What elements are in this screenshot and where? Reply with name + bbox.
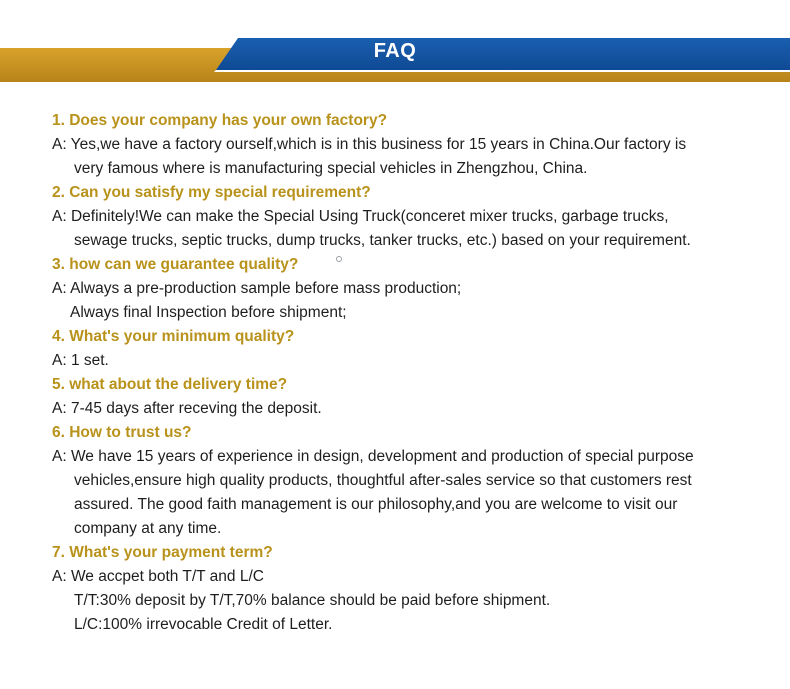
answer-line: very famous where is manufacturing special vehicles in Zhengzhou, China. bbox=[74, 160, 588, 177]
faq-list bbox=[52, 109, 772, 637]
answer-line: A: Yes,we have a factory ourself,which is in this business for 15 years in China.Our factory is bbox=[52, 136, 687, 153]
answer-line: L/C:100% irrevocable Credit of Letter. bbox=[74, 616, 333, 633]
faq-banner bbox=[0, 0, 790, 90]
answer-line: A: Always a pre-production sample before mass production; bbox=[52, 280, 462, 297]
faq-question: 3. how can we guarantee quality? bbox=[52, 256, 299, 273]
faq-item bbox=[52, 181, 772, 253]
answer-line: Always final Inspection before shipment; bbox=[70, 304, 347, 321]
answer-line: A: We have 15 years of experience in design, development and production of special purpose bbox=[52, 448, 694, 465]
faq-question: 6. How to trust us? bbox=[52, 424, 192, 441]
faq-question: 5. what about the delivery time? bbox=[52, 376, 288, 393]
answer-line: A: 7-45 days after receving the deposit. bbox=[52, 400, 322, 417]
faq-answer bbox=[52, 277, 772, 325]
faq-question: 7. What's your payment term? bbox=[52, 544, 273, 561]
answer-line: A: We accpet both T/T and L/C bbox=[52, 568, 264, 585]
answer-line: vehicles,ensure high quality products, thoughtful after-sales service so that customers rest bbox=[74, 472, 692, 489]
faq-answer bbox=[52, 133, 772, 181]
answer-line: A: 1 set. bbox=[52, 352, 109, 369]
faq-answer bbox=[52, 445, 772, 541]
answer-line: sewage trucks, septic trucks, dump trucks, tanker trucks, etc.) based on your requirement. bbox=[74, 232, 691, 249]
answer-line: company at any time. bbox=[74, 520, 222, 537]
faq-item bbox=[52, 325, 772, 373]
answer-line: A: Definitely!We can make the Special Using Truck(conceret mixer trucks, garbage trucks, bbox=[52, 208, 669, 225]
faq-answer bbox=[52, 565, 772, 637]
answer-line: T/T:30% deposit by T/T,70% balance should be paid before shipment. bbox=[74, 592, 551, 609]
faq-item bbox=[52, 373, 772, 421]
faq-question: 4. What's your minimum quality? bbox=[52, 328, 295, 345]
faq-item bbox=[52, 421, 772, 541]
faq-answer bbox=[52, 349, 772, 373]
blue-band bbox=[216, 38, 790, 70]
page-title: FAQ bbox=[373, 40, 417, 62]
faq-item bbox=[52, 253, 772, 325]
answer-line: assured. The good faith management is our philosophy,and you are welcome to visit our bbox=[74, 496, 678, 513]
faq-question: 1. Does your company has your own factory? bbox=[52, 112, 388, 129]
faq-item bbox=[52, 109, 772, 181]
faq-question: 2. Can you satisfy my special requirement? bbox=[52, 184, 371, 201]
faq-answer bbox=[52, 205, 772, 253]
faq-answer bbox=[52, 397, 772, 421]
faq-item bbox=[52, 541, 772, 637]
